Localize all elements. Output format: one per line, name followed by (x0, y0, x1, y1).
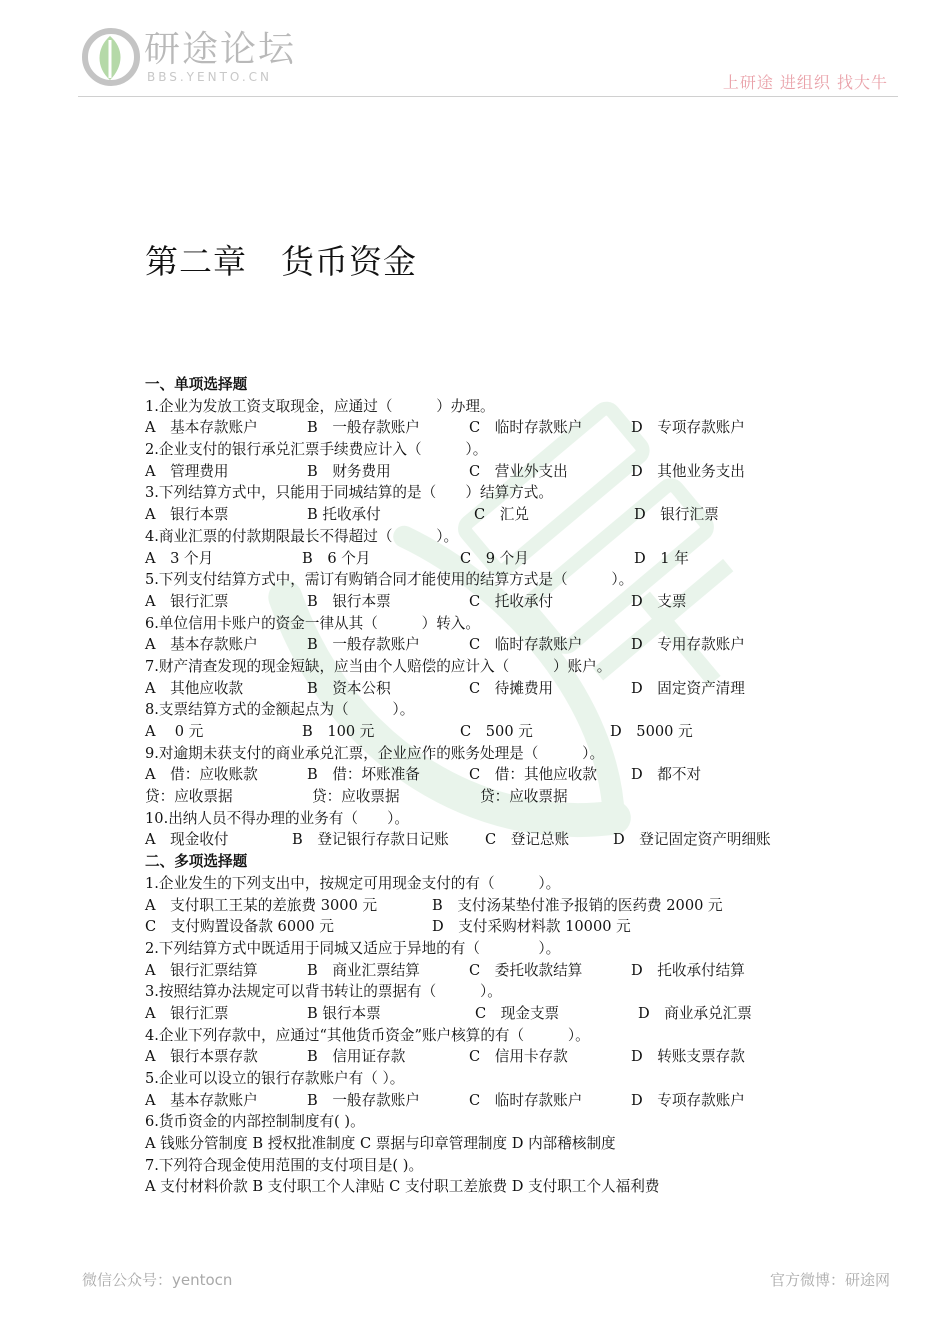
question-text (145, 1025, 905, 1047)
option-d: D 专项存款账户 (631, 1091, 745, 1109)
option-row (145, 1003, 905, 1025)
question-text (145, 938, 905, 960)
option-d: D 专用存款账户 (631, 636, 745, 654)
option-b: B 一般存款账户 (307, 419, 420, 437)
option-a: C 支付购置设备款 6000 元 (145, 918, 334, 936)
line-text: 7.下列符合现金使用范围的支付项目是( )。 (145, 1156, 424, 1174)
line-text: 3.下列结算方式中，只能用于同城结算的是（ ）结算方式。 (145, 484, 553, 502)
question-text (145, 873, 905, 895)
chapter-title: 第二章 货币资金 (145, 242, 417, 281)
option-b: B 资本公积 (307, 679, 391, 697)
option-c: C 委托收款结算 (469, 961, 583, 979)
line-text: 一、单项选择题 (145, 376, 248, 393)
question-text (145, 656, 905, 678)
option-c: C 现金支票 (475, 1004, 560, 1022)
option-b: B 银行本票 (307, 592, 391, 610)
option-b: B 借：坏账准备 (307, 766, 420, 784)
option-b: B 支付汤某垫付准予报销的医药费 2000 元 (432, 896, 723, 914)
option-row (145, 461, 905, 483)
option-row (145, 764, 905, 786)
line-text: A 支付材料价款 B 支付职工个人津贴 C 支付职工差旅费 D 支付职工个人福利费 (145, 1178, 660, 1196)
option-a: A 银行本票 (145, 506, 229, 524)
option-a: A 管理费用 (145, 462, 229, 480)
logo-leaf-icon (80, 26, 142, 88)
line-text: A 钱账分管制度 B 授权批准制度 C 票据与印章管理制度 D 内部稽核制度 (145, 1135, 616, 1153)
option-a: A 借：应收账款 (145, 766, 258, 784)
option-b: B 商业汇票结算 (307, 961, 420, 979)
option-a: A 银行汇票结算 (145, 961, 258, 979)
option-row (145, 895, 905, 917)
question-text (145, 808, 905, 830)
footer-wechat: 微信公众号：yentocn (82, 1271, 233, 1289)
option-b: B 一般存款账户 (307, 1091, 420, 1109)
section-heading (145, 851, 905, 873)
option-row (145, 548, 905, 570)
option-d: D 支票 (631, 592, 687, 610)
question-text (145, 569, 905, 591)
option-b: B 财务费用 (307, 462, 391, 480)
option-b: B 托收承付 (307, 506, 381, 524)
question-text (145, 1068, 905, 1090)
line-text: 二、多项选择题 (145, 853, 248, 871)
option-b: B 一般存款账户 (307, 636, 420, 654)
question-text (145, 1176, 905, 1198)
option-row (145, 829, 905, 851)
option-row (145, 786, 905, 808)
option-a: A 支付职工王某的差旅费 3000 元 (145, 896, 378, 914)
question-text (145, 699, 905, 721)
option-d: D 托收承付结算 (631, 961, 745, 979)
option-b: B 6 个月 (302, 549, 371, 567)
line-text: 2.企业支付的银行承兑汇票手续费应计入（ ）。 (145, 441, 488, 459)
question-text (145, 482, 905, 504)
option-a: A 3 个月 (145, 549, 214, 567)
option-d: D 专项存款账户 (631, 419, 745, 437)
question-text (145, 1111, 905, 1133)
option-d: D 5000 元 (610, 723, 693, 740)
option-row (145, 504, 905, 526)
option-d: D 1 年 (634, 549, 689, 567)
question-text (145, 526, 905, 548)
option-a: A 基本存款账户 (145, 419, 258, 437)
option-c: C 9 个月 (460, 549, 529, 567)
option-a: A 基本存款账户 (145, 636, 258, 654)
option-d: D 固定资产清理 (631, 679, 745, 697)
option-a: A 银行汇票 (145, 592, 229, 610)
option-d: D 转账支票存款 (631, 1048, 745, 1066)
question-text (145, 1133, 905, 1155)
option-b: B 信用证存款 (307, 1048, 406, 1066)
header-slogan: 上研途 进组织 找大牛 (722, 73, 888, 92)
header-divider (78, 96, 898, 97)
line-text: 8.支票结算方式的金额起点为（ ）。 (145, 701, 415, 719)
option-b: B 登记银行存款日记账 (292, 831, 449, 849)
line-text: 5.下列支付结算方式中，需订有购销合同才能使用的结算方式是（ ）。 (145, 571, 634, 589)
question-text (145, 613, 905, 635)
option-d: D 银行汇票 (634, 506, 719, 524)
line-text: 4.商业汇票的付款期限最长不得超过（ ）。 (145, 527, 459, 545)
option-c: 贷：应收票据 (480, 788, 568, 806)
line-text: 2.下列结算方式中既适用于同城又适应于异地的有（ ）。 (145, 939, 561, 957)
option-d: D 登记固定资产明细账 (613, 831, 771, 849)
option-c: C 汇兑 (474, 506, 529, 524)
option-c: C 信用卡存款 (469, 1048, 568, 1066)
option-row (145, 916, 905, 938)
line-text: 1.企业发生的下列支出中，按规定可用现金支付的有（ ）。 (145, 874, 561, 892)
question-list (145, 374, 905, 1198)
option-a: A 0 元 (145, 723, 204, 740)
option-c: C 营业外支出 (469, 462, 568, 480)
option-c: C 临时存款账户 (469, 636, 583, 654)
line-text: 9.对逾期未获支付的商业承兑汇票，企业应作的账务处理是（ ）。 (145, 744, 605, 762)
option-b: B 100 元 (302, 723, 375, 740)
line-text: 3.按照结算办法规定可以背书转让的票据有（ ）。 (145, 983, 502, 1001)
line-text: 6.单位信用卡账户的资金一律从其（ ）转入。 (145, 614, 480, 632)
option-d: D 商业承兑汇票 (638, 1004, 752, 1022)
line-text: 10.出纳人员不得办理的业务有（ ）。 (145, 809, 410, 827)
option-c: C 500 元 (460, 723, 533, 740)
logo-title: 研途论坛 (144, 29, 297, 70)
option-d: D 其他业务支出 (631, 462, 745, 480)
option-c: C 待摊费用 (469, 679, 554, 697)
site-logo[interactable] (80, 26, 350, 90)
option-c: C 借：其他应收款 (469, 766, 597, 784)
option-d: D 都不对 (631, 766, 702, 784)
option-row (145, 1046, 905, 1068)
line-text: 5.企业可以设立的银行存款账户有（ ）。 (145, 1070, 405, 1087)
logo-domain: BBS.YENTO.CN (147, 70, 273, 84)
option-row (145, 1090, 905, 1112)
section-heading (145, 374, 905, 396)
line-text: 7.财产清查发现的现金短缺，应当由个人赔偿的应计入（ ）账户。 (145, 657, 612, 675)
question-text (145, 981, 905, 1003)
option-c: C 临时存款账户 (469, 419, 583, 437)
footer-weibo: 官方微博：研途网 (769, 1271, 890, 1289)
option-c: C 登记总账 (485, 831, 570, 849)
option-b: 贷：应收票据 (312, 788, 400, 806)
option-row (145, 591, 905, 613)
option-a: A 银行本票存款 (145, 1048, 258, 1066)
option-b: D 支付采购材料款 10000 元 (432, 918, 631, 936)
option-a: A 银行汇票 (145, 1004, 229, 1022)
option-row (145, 634, 905, 656)
line-text: 4.企业下列存款中，应通过“其他货币资金”账户核算的有（ ）。 (145, 1026, 590, 1044)
question-text (145, 1155, 905, 1177)
option-b: B 银行本票 (307, 1004, 381, 1022)
option-row (145, 721, 905, 743)
option-a: 贷：应收票据 (145, 788, 233, 806)
option-row (145, 417, 905, 439)
option-a: A 其他应收款 (145, 679, 244, 697)
option-c: C 临时存款账户 (469, 1091, 583, 1109)
line-text: 1.企业为发放工资支取现金，应通过（ ）办理。 (145, 397, 495, 415)
question-text (145, 396, 905, 418)
option-row (145, 678, 905, 700)
option-row (145, 960, 905, 982)
question-text (145, 439, 905, 461)
question-text (145, 743, 905, 765)
option-c: C 托收承付 (469, 592, 554, 610)
option-a: A 基本存款账户 (145, 1091, 258, 1109)
line-text: 6.货币资金的内部控制制度有( )。 (145, 1113, 365, 1131)
option-a: A 现金收付 (145, 831, 229, 849)
